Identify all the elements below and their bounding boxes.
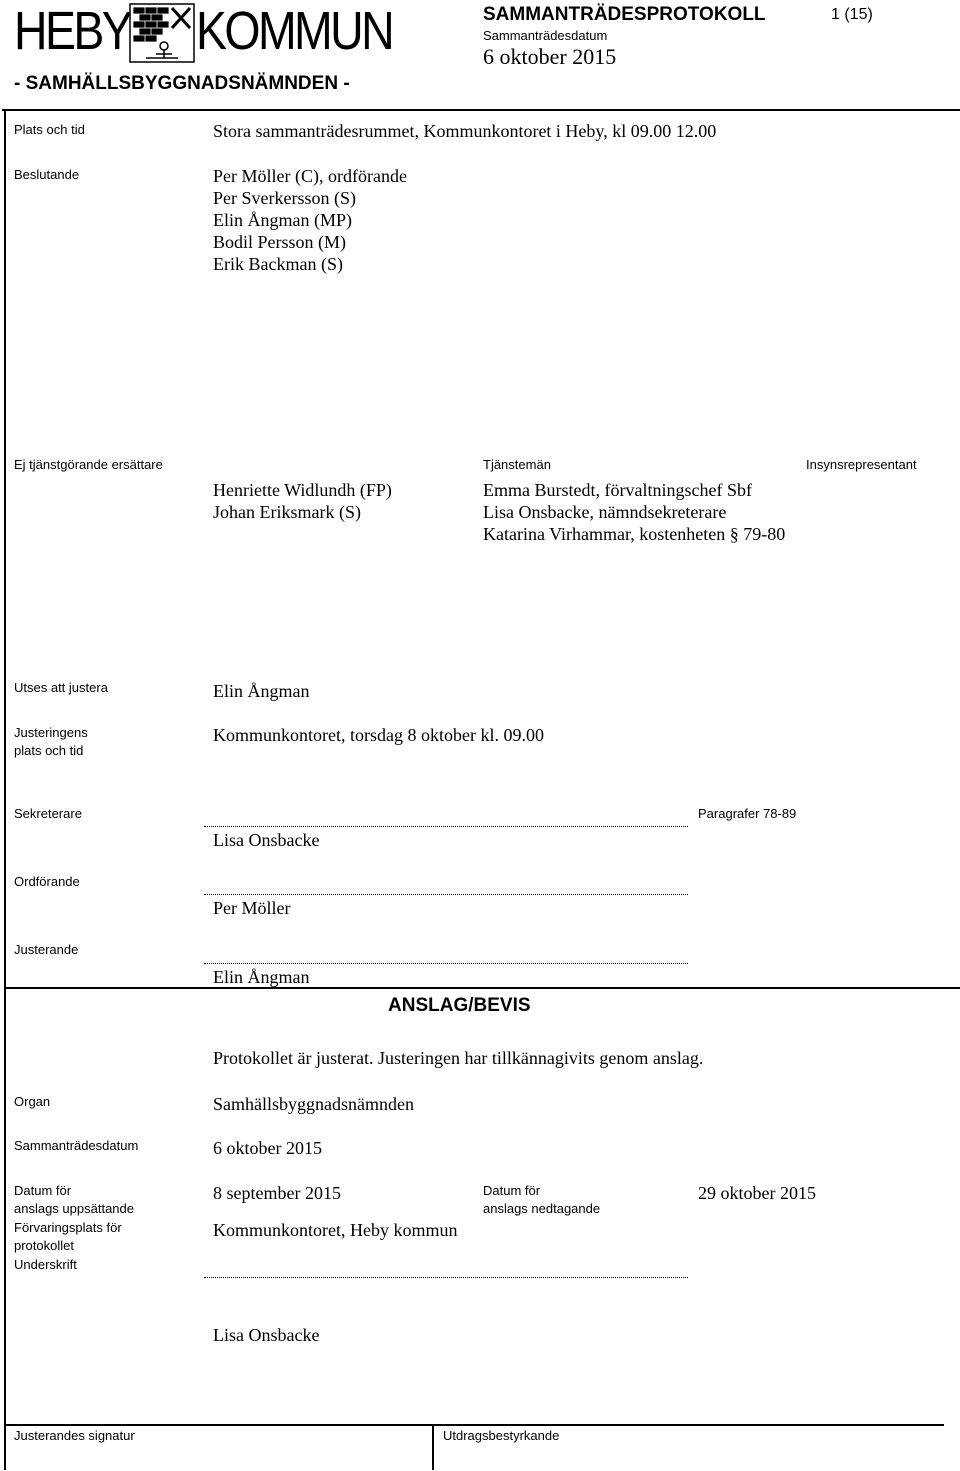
adjustment-place-label-line: plats och tid	[14, 743, 84, 758]
secretary-signature-line	[204, 826, 688, 827]
place-time-label: Plats och tid	[14, 122, 85, 137]
substitutes-list	[213, 479, 392, 523]
committee-name: - SAMHÄLLSBYGGNADSNÄMNDEN -	[14, 73, 350, 94]
officials-list	[483, 479, 785, 545]
chair-name: Per Möller	[213, 898, 291, 918]
deciders-list	[213, 165, 407, 275]
decider-item: Per Sverkersson (S)	[213, 188, 356, 208]
substitute-item: Henriette Widlundh (FP)	[213, 480, 392, 500]
secretary-label: Sekreterare	[14, 806, 82, 821]
footer-divider	[4, 1424, 944, 1426]
officials-label: Tjänstemän	[483, 457, 551, 472]
secretary-name: Lisa Onsbacke	[213, 830, 320, 850]
official-item: Lisa Onsbacke, nämndsekreterare	[483, 502, 727, 522]
adjustment-place-label	[14, 724, 88, 760]
page-number: 1 (15)	[831, 6, 873, 23]
storage-label-line: Förvaringsplats för	[14, 1220, 122, 1235]
header-divider	[2, 109, 960, 111]
adjuster-sign-name: Elin Ångman	[213, 967, 310, 987]
storage-label	[14, 1219, 122, 1255]
notice-divider	[4, 987, 960, 989]
posted-date-label-line: anslags uppsättande	[14, 1201, 134, 1216]
notice-date-value: 6 oktober 2015	[213, 1138, 322, 1158]
chair-signature-line	[204, 894, 688, 895]
adjuster-signature-line	[204, 963, 688, 964]
left-border	[4, 109, 6, 1470]
deciders-label: Beslutande	[14, 167, 80, 182]
observer-label: Insynsrepresentant	[806, 457, 917, 472]
paragraphs-range: Paragrafer 78-89	[698, 806, 797, 821]
adjuster-label: Utses att justera	[14, 680, 108, 695]
removed-date-value: 29 oktober 2015	[698, 1183, 816, 1203]
decider-item: Erik Backman (S)	[213, 254, 343, 274]
meeting-date-label: Sammanträdesdatum	[483, 28, 608, 43]
decider-item: Elin Ångman (MP)	[213, 210, 352, 230]
adjustment-place-label-line: Justeringens	[14, 725, 88, 740]
document-title: SAMMANTRÄDESPROTOKOLL	[483, 4, 766, 25]
notice-statement: Protokollet är justerat. Justeringen har tillkännagivits genom anslag.	[213, 1048, 704, 1068]
signature-label: Underskrift	[14, 1257, 77, 1272]
adjustment-place-value: Kommunkontoret, torsdag 8 oktober kl. 09.00	[213, 725, 544, 745]
removed-date-label-line: Datum för	[483, 1183, 541, 1198]
coat-of-arms-icon	[128, 2, 196, 66]
place-time-value: Stora sammanträdesrummet, Kommunkontoret i Heby, kl 09.00 12.00	[213, 121, 717, 141]
certified-extract-box: Utdragsbestyrkande	[443, 1428, 560, 1443]
official-item: Emma Burstedt, förvaltningschef Sbf	[483, 480, 752, 500]
removed-date-label-line: anslags nedtagande	[483, 1201, 601, 1216]
adjuster-signature-box: Justerandes signatur	[14, 1428, 135, 1443]
organ-label: Organ	[14, 1094, 51, 1109]
adjuster-value: Elin Ångman	[213, 681, 310, 701]
decider-item: Per Möller (C), ordförande	[213, 166, 407, 186]
substitute-item: Johan Eriksmark (S)	[213, 502, 361, 522]
notice-date-label: Sammanträdesdatum	[14, 1138, 139, 1153]
posted-date-value: 8 september 2015	[213, 1183, 341, 1203]
meeting-date-value: 6 oktober 2015	[483, 44, 617, 69]
logo-text-kommun: KOMMUN	[196, 1, 393, 61]
chair-label: Ordförande	[14, 874, 80, 889]
storage-value: Kommunkontoret, Heby kommun	[213, 1220, 458, 1240]
decider-item: Bodil Persson (M)	[213, 232, 347, 252]
notice-signature-line	[204, 1277, 688, 1278]
removed-date-label	[483, 1182, 600, 1218]
logo-text-heby: HEBY	[14, 1, 131, 61]
notice-title: ANSLAG/BEVIS	[388, 995, 531, 1016]
organ-value: Samhällsbyggnadsnämnden	[213, 1094, 414, 1114]
substitutes-label: Ej tjänstgörande ersättare	[14, 457, 163, 472]
adjuster-sign-label: Justerande	[14, 942, 79, 957]
posted-date-label	[14, 1182, 134, 1218]
footer-separator	[432, 1424, 434, 1470]
notice-signature-name: Lisa Onsbacke	[213, 1325, 320, 1345]
official-item: Katarina Virhammar, kostenheten § 79-80	[483, 524, 786, 544]
storage-label-line: protokollet	[14, 1238, 74, 1253]
posted-date-label-line: Datum för	[14, 1183, 72, 1198]
